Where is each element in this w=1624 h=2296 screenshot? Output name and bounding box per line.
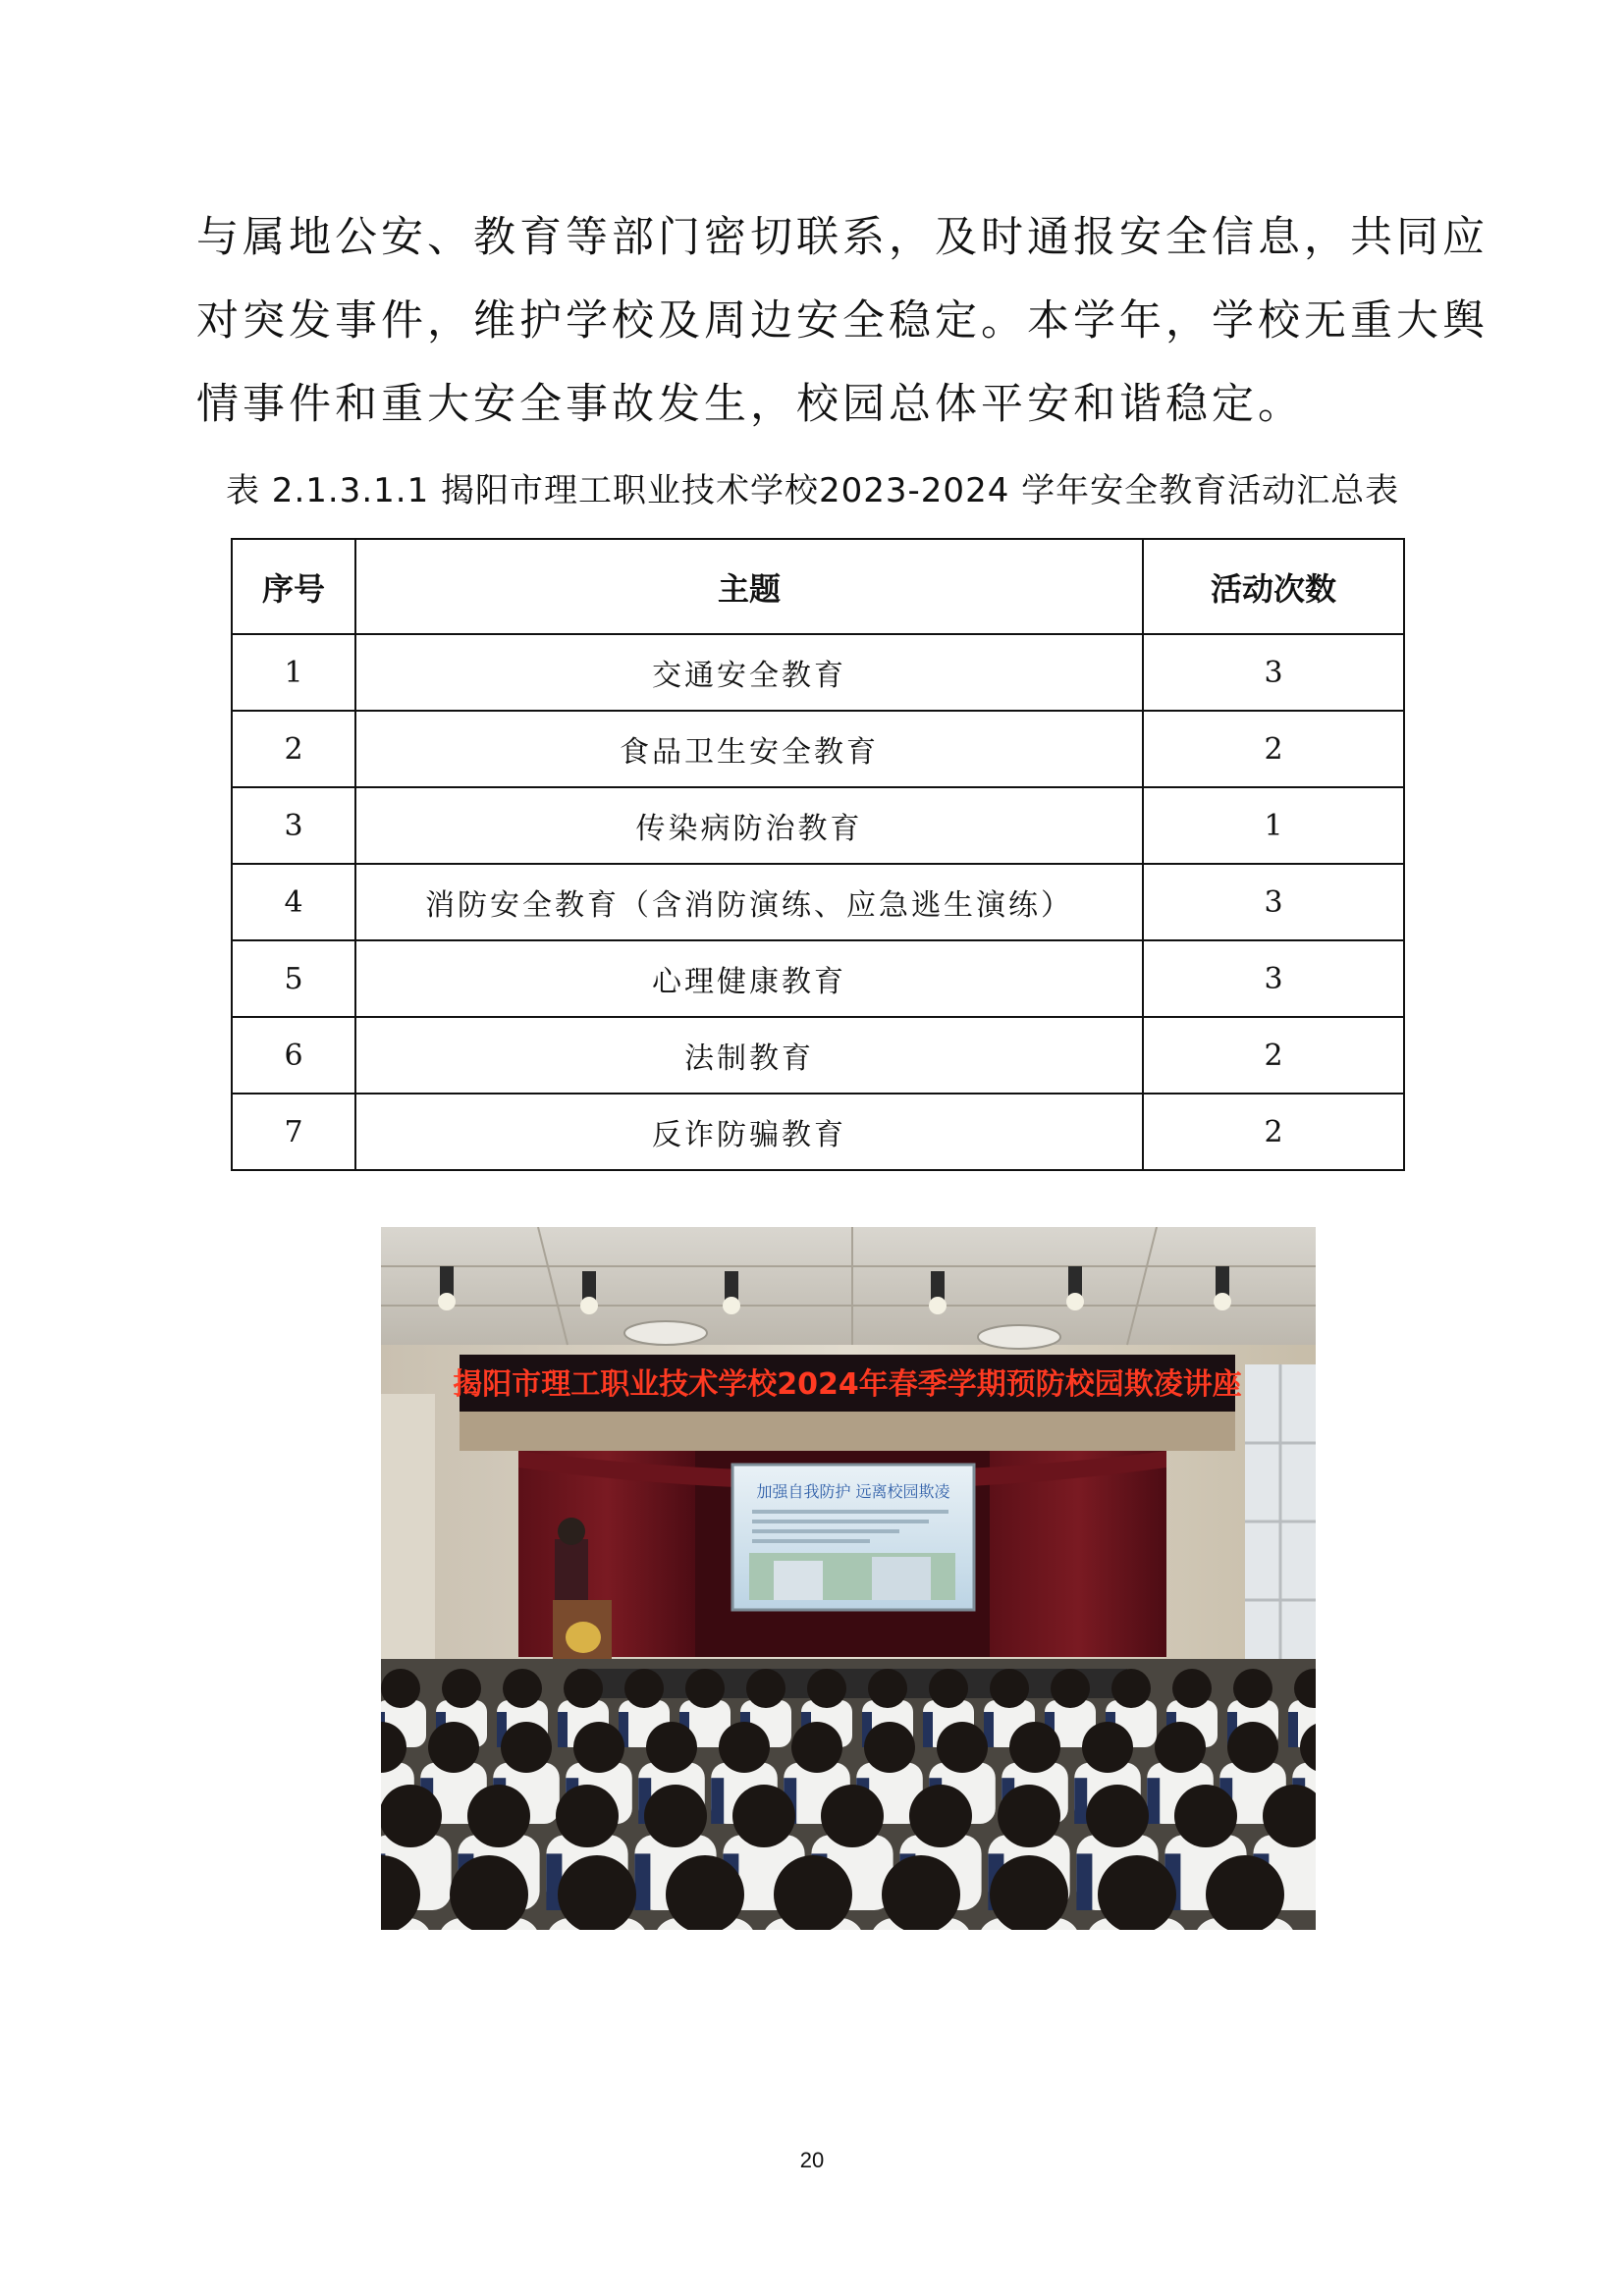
cell-topic: 交通安全教育 <box>355 634 1143 711</box>
lecture-photo <box>381 1227 1316 1930</box>
cell-topic: 法制教育 <box>355 1017 1143 1094</box>
cell-count: 3 <box>1143 634 1404 711</box>
cell-topic: 食品卫生安全教育 <box>355 711 1143 787</box>
cell-count: 1 <box>1143 787 1404 864</box>
audience <box>381 1669 1316 1930</box>
cell-topic: 心理健康教育 <box>355 940 1143 1017</box>
cell-count: 3 <box>1143 864 1404 940</box>
lecture-photo-illustration <box>381 1227 1316 1930</box>
table-header-row <box>232 539 1404 634</box>
table-row <box>232 1094 1404 1170</box>
body-paragraph <box>196 196 1489 447</box>
body-line: 情事件和重大安全事故发生，校园总体平安和谐稳定。 <box>196 380 1304 429</box>
cell-index: 7 <box>232 1094 355 1170</box>
cell-count: 2 <box>1143 1017 1404 1094</box>
page-number: 20 <box>799 2148 825 2172</box>
banner-text: 揭阳市理工职业技术学校2024年春季学期预防校园欺凌讲座 <box>453 1367 1242 1402</box>
cell-index: 1 <box>232 634 355 711</box>
body-line: 与属地公安、教育等部门密切联系，及时通报安全信息，共同应 <box>196 213 1489 262</box>
cell-count: 2 <box>1143 1094 1404 1170</box>
cell-topic: 传染病防治教育 <box>355 787 1143 864</box>
cell-index: 5 <box>232 940 355 1017</box>
header-index: 序号 <box>232 539 355 634</box>
header-count: 活动次数 <box>1143 539 1404 634</box>
body-line: 对突发事件，维护学校及周边安全稳定。本学年，学校无重大舆 <box>196 296 1489 346</box>
cell-topic: 消防安全教育（含消防演练、应急逃生演练） <box>355 864 1143 940</box>
cell-count: 3 <box>1143 940 1404 1017</box>
table-row <box>232 787 1404 864</box>
cell-index: 2 <box>232 711 355 787</box>
cell-topic: 反诈防骗教育 <box>355 1094 1143 1170</box>
cell-index: 6 <box>232 1017 355 1094</box>
header-topic: 主题 <box>355 539 1143 634</box>
table-row <box>232 864 1404 940</box>
table-row <box>232 1017 1404 1094</box>
table-row <box>232 634 1404 711</box>
screen-title: 加强自我防护 远离校园欺凌 <box>756 1482 950 1501</box>
cell-index: 4 <box>232 864 355 940</box>
cell-index: 3 <box>232 787 355 864</box>
table-caption: 表 2.1.3.1.1 揭阳市理工职业技术学校2023-2024 学年安全教育活动汇总表 <box>226 471 1400 510</box>
table-row <box>232 711 1404 787</box>
table-row <box>232 940 1404 1017</box>
cell-count: 2 <box>1143 711 1404 787</box>
safety-education-table <box>231 538 1405 1171</box>
